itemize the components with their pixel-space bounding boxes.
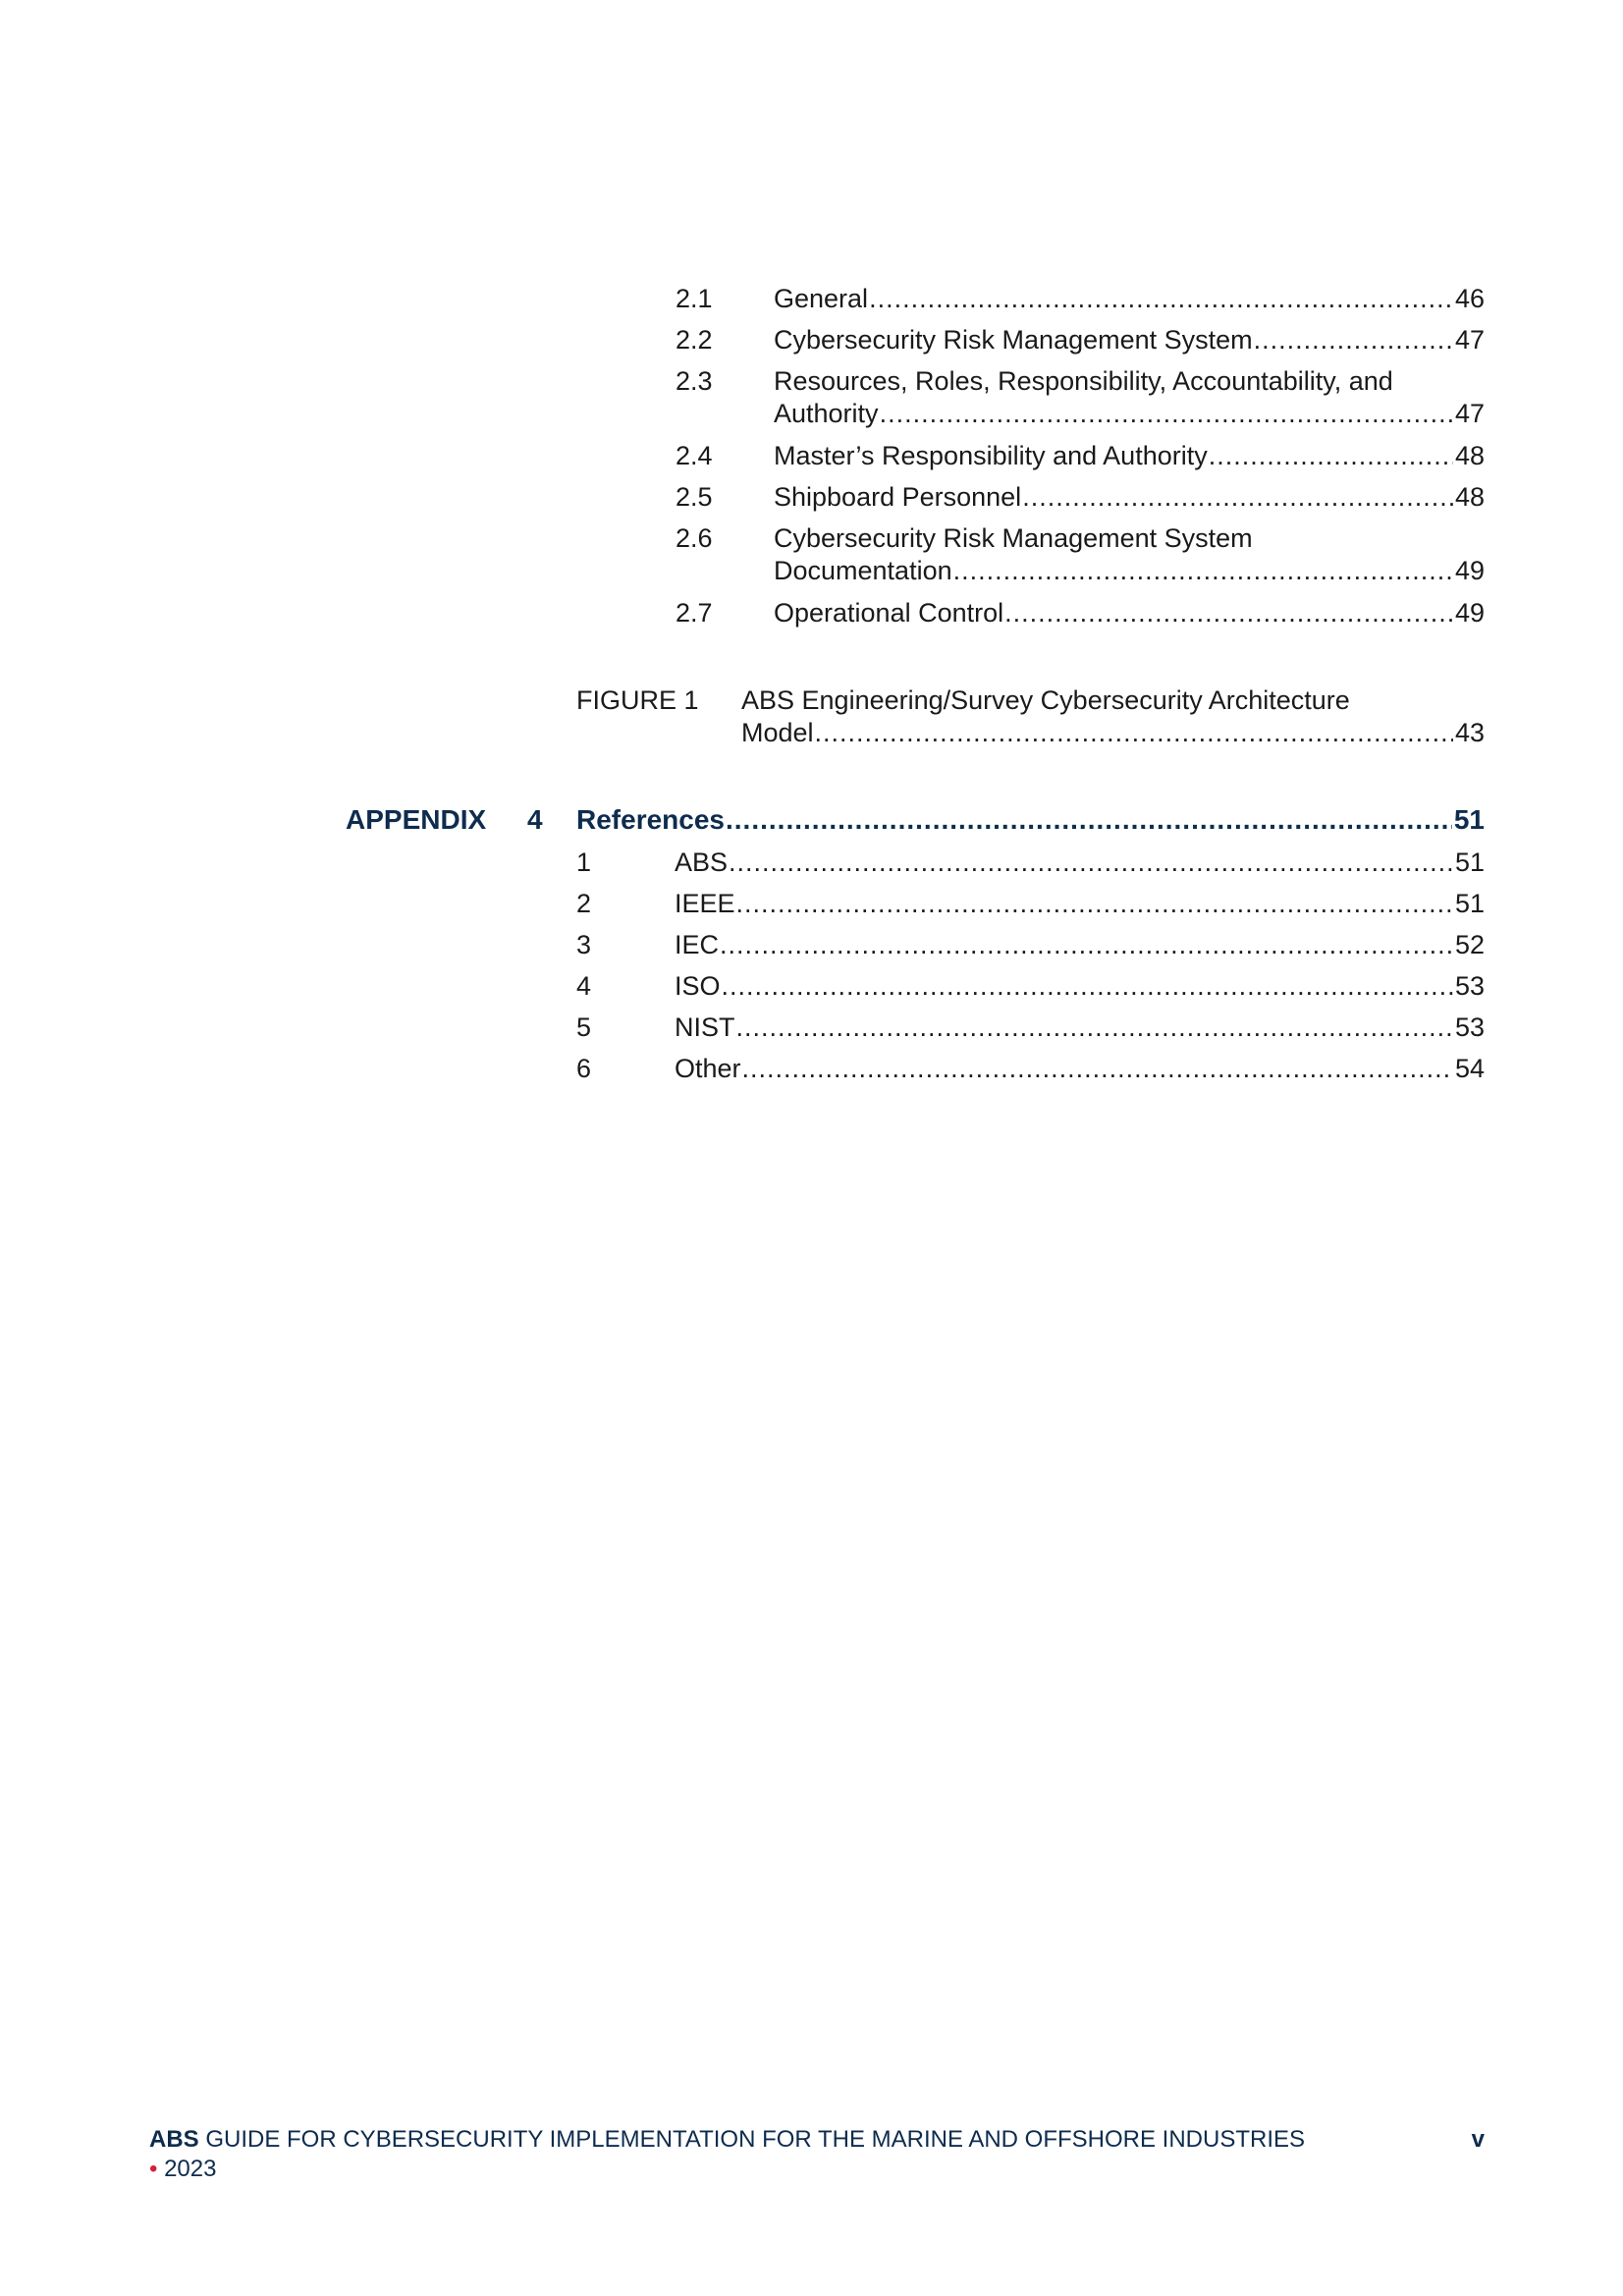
reference-number: 5 [576,1012,592,1042]
leader-dots [1254,324,1453,356]
reference-title: ABS [675,847,729,877]
reference-number: 6 [576,1054,592,1083]
reference-title: IEEE [675,889,735,918]
reference-title: Other [675,1054,741,1083]
toc-entry-page: 48 [1454,441,1485,470]
footer-year: 2023 [164,2156,217,2182]
toc-entry-page: 48 [1454,482,1485,512]
leader-dots [736,888,1453,920]
footer-bullet: • [149,2156,158,2182]
toc-entry-title-line-2: Documentation [774,556,952,585]
page-footer [149,2125,1485,2184]
reference-page: 51 [1454,889,1485,918]
toc-entry-number: 2.2 [676,325,713,355]
toc-entry-number: 2.3 [676,366,713,396]
footer-year-line [149,2155,1485,2184]
toc-entry-number: 2.5 [676,482,713,512]
page-number: v [1471,2126,1485,2153]
reference-page: 54 [1454,1054,1485,1083]
toc-entry-page: 46 [1454,284,1485,313]
leader-dots [815,717,1453,749]
reference-number: 1 [576,847,592,877]
toc-entry-title: Cybersecurity Risk Management System [774,325,1253,355]
leader-dots [720,929,1453,961]
toc-entry-title: Operational Control [774,598,1004,628]
toc-entry-number: 2.4 [676,441,713,470]
leader-dots [880,398,1453,430]
reference-title: NIST [675,1012,735,1042]
leader-dots [1209,440,1453,472]
toc-entry-page: 47 [1454,325,1485,355]
toc-entry-title-line-2: Authority [774,399,879,428]
toc-entry-title-line-1: Cybersecurity Risk Management System [774,523,1253,553]
appendix-page: 51 [1453,804,1485,835]
leader-dots [1022,481,1453,514]
leader-dots [726,803,1452,836]
leader-dots [953,555,1453,587]
toc-entry-number: 2.7 [676,598,713,628]
appendix-label: APPENDIX [346,804,487,835]
reference-page: 53 [1454,971,1485,1001]
toc-entry-page: 49 [1454,556,1485,585]
figure-title-line-1: ABS Engineering/Survey Cybersecurity Architecture [741,685,1350,715]
leader-dots [729,847,1453,879]
leader-dots [1004,597,1453,629]
reference-title: IEC [675,930,720,959]
toc-entry-title: Master’s Responsibility and Authority [774,441,1208,470]
figure-title-line-2: Model [741,718,814,747]
toc-entry-page: 49 [1454,598,1485,628]
reference-number: 2 [576,889,592,918]
toc-entry-number: 2.1 [676,284,713,313]
appendix-title: References [576,804,725,835]
reference-page: 52 [1454,930,1485,959]
toc-entry-title-line-1: Resources, Roles, Responsibility, Accountability, and [774,366,1393,396]
reference-number: 3 [576,930,592,959]
reference-page: 51 [1454,847,1485,877]
toc-entry-number: 2.6 [676,523,713,553]
leader-dots [742,1053,1453,1085]
leader-dots [736,1011,1453,1044]
footer-title-line [149,2125,1485,2155]
appendix-number: 4 [527,804,543,835]
toc-entry-page: 47 [1454,399,1485,428]
figure-label: FIGURE 1 [576,685,699,715]
leader-dots [869,283,1453,315]
figure-page: 43 [1454,718,1485,747]
footer-brand: ABS [149,2126,199,2153]
toc-entry-title: Shipboard Personnel [774,482,1022,512]
footer-title: GUIDE FOR CYBERSECURITY IMPLEMENTATION FOR THE MARINE AND OFFSHORE INDUSTRIES [205,2126,1306,2153]
leader-dots [722,970,1453,1003]
toc-entry-title: General [774,284,869,313]
reference-number: 4 [576,971,592,1001]
reference-title: ISO [675,971,721,1001]
reference-page: 53 [1454,1012,1485,1042]
